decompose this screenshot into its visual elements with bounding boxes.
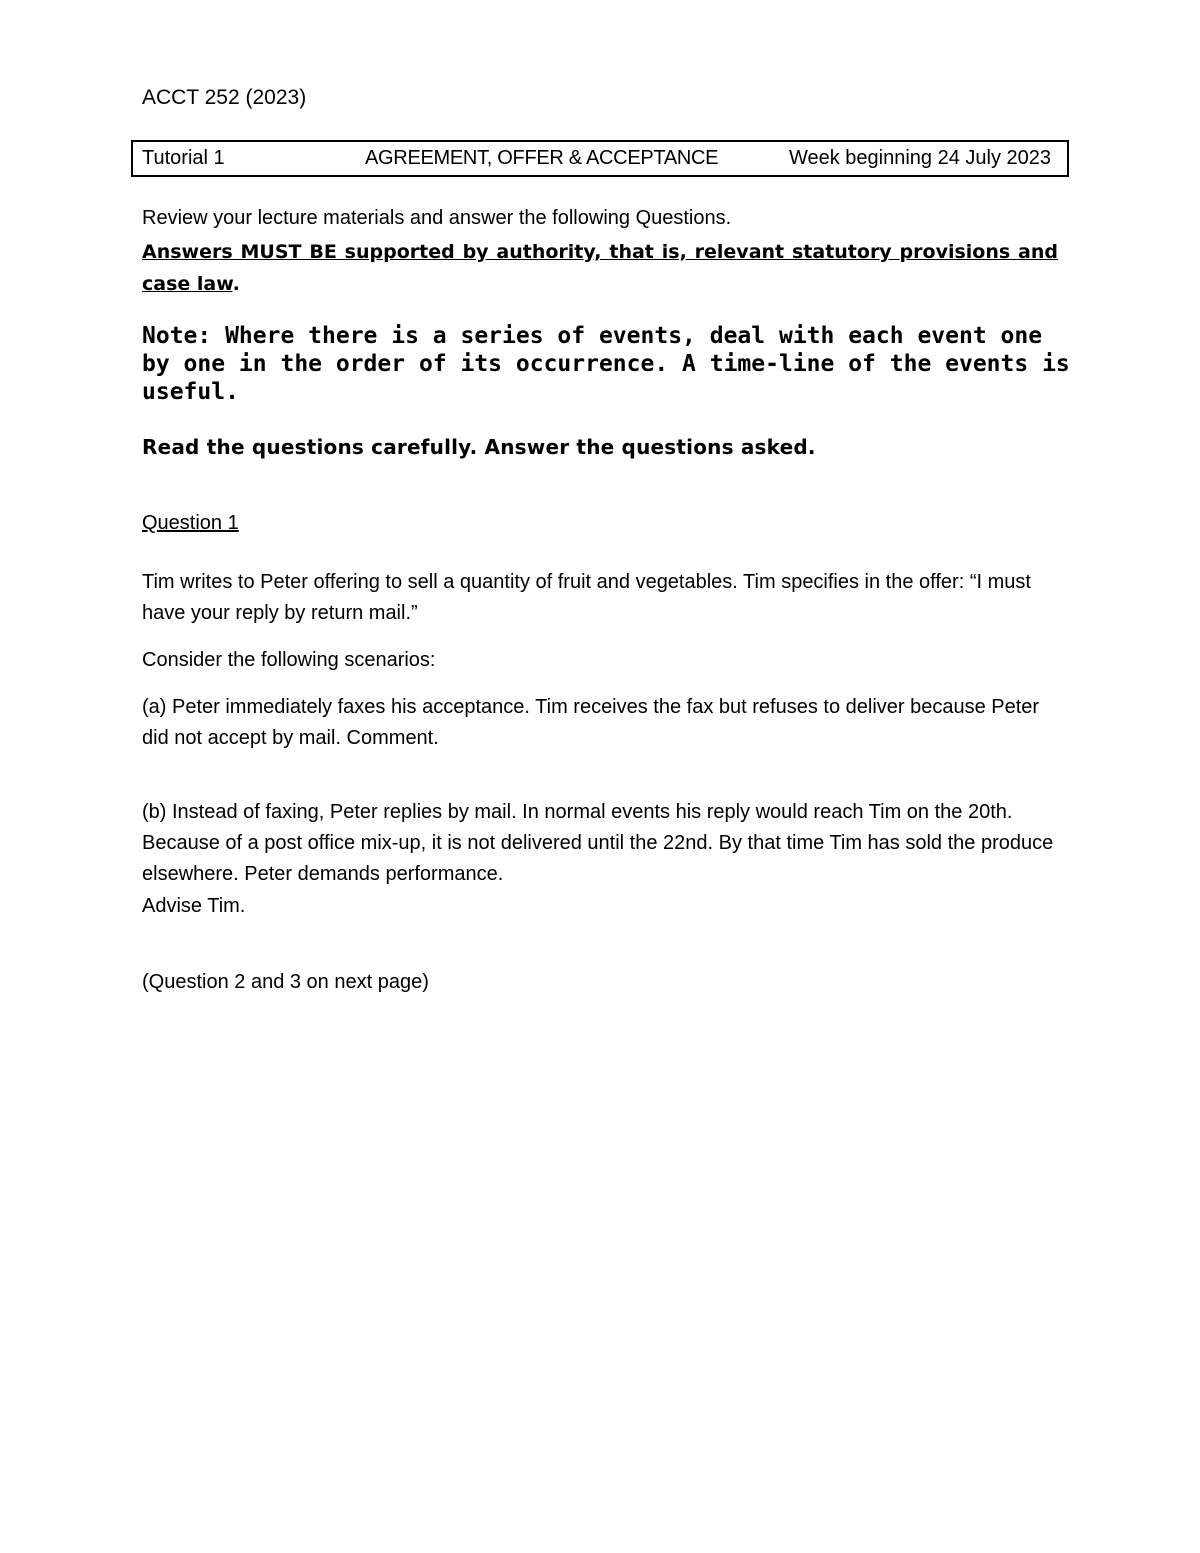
- advise-tim-text: Advise Tim.: [142, 895, 246, 917]
- scenario-a-text: (a) Peter immediately faxes his acceptance. Tim receives the fax but refuses to deliver because Peter did not accept by mail. Comment.: [142, 696, 1040, 749]
- question-1-text: Tim writes to Peter offering to sell a quantity of fruit and vegetables. Tim specifies in the offer: “I must have your reply by return mail.”: [142, 571, 1031, 624]
- course-code: ACCT 252 (2023): [142, 86, 307, 109]
- intro-text: Review your lecture materials and answer the following Questions.: [142, 207, 732, 229]
- note-text: Note: Where there is a series of events, deal with each event one by one in the order of its occurrence. A time-line of the events is useful.: [142, 323, 1070, 405]
- authority-period: .: [232, 273, 240, 295]
- tutorial-number: Tutorial 1: [142, 147, 225, 169]
- tutorial-week: Week beginning 24 July 2023: [788, 147, 1051, 169]
- consider-scenarios-text: Consider the following scenarios:: [142, 649, 436, 671]
- authority-text: Answers MUST BE supported by authority, that is, relevant statutory provisions and case law: [142, 241, 1058, 295]
- continuation-note: (Question 2 and 3 on next page): [142, 971, 429, 993]
- tutorial-topic: AGREEMENT, OFFER & ACCEPTANCE: [365, 147, 719, 169]
- scenario-b-text: (b) Instead of faxing, Peter replies by mail. In normal events his reply would reach Tim on the 20th. Because of a post office mix-up, it is not delivered until the 22nd. By that time Tim has sold the produce elsewhere. Peter demands performance.: [142, 801, 1054, 885]
- tutorial-header-box: [131, 140, 1069, 177]
- authority-instruction: [142, 236, 1058, 300]
- read-carefully-text: Read the questions carefully. Answer the questions asked.: [142, 435, 816, 459]
- question-1-heading: Question 1: [142, 512, 239, 534]
